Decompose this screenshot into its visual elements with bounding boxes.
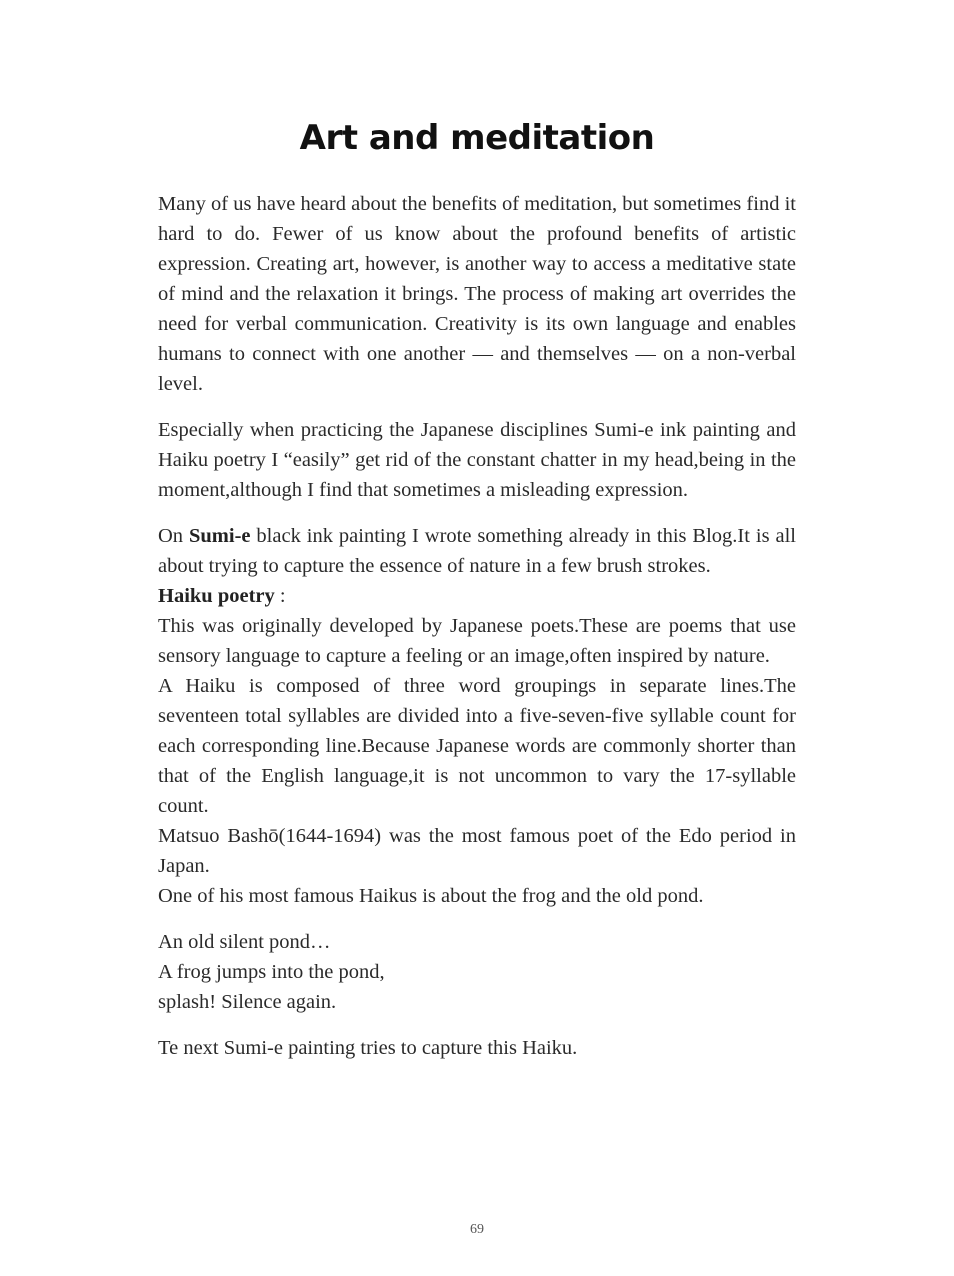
basho-paragraph: Matsuo Bashō(1644-1694) was the most famous poet of the Edo period in Japan. xyxy=(158,825,796,877)
sumi-e-term: Sumi-e xyxy=(189,525,251,547)
haiku-heading-term: Haiku poetry xyxy=(158,585,275,607)
haiku-poem xyxy=(158,927,796,1017)
closing-paragraph: Te next Sumi-e painting tries to capture this Haiku. xyxy=(158,1037,578,1059)
article-body xyxy=(158,189,796,1063)
sumi-e-section xyxy=(158,521,796,911)
haiku-origin-paragraph: This was originally developed by Japanese poets.These are poems that use sensory language to capture a feeling or an image,often inspired by nature. xyxy=(158,615,796,667)
haiku-line-1: An old silent pond… xyxy=(158,931,331,953)
page-number: 69 xyxy=(470,1222,484,1237)
haiku-heading xyxy=(158,581,796,611)
intro-paragraph: Many of us have heard about the benefits of meditation, but sometimes find it hard to do. Fewer of us know about the profound benefits of artistic expression. Creating art, however, is another way to access a meditative state of mind and the relaxation it brings. The process of making art overrides the need for verbal communication. Creativity is its own language and enables humans to connect with one another — and themselves — on a non-verbal level. xyxy=(158,193,796,395)
sumi-e-paragraph xyxy=(158,521,796,581)
sumi-e-prefix: On xyxy=(158,525,189,547)
haiku-heading-colon: : xyxy=(274,585,286,607)
sumi-e-text: black ink painting I wrote something already in this Blog.It is all about trying to capture the essence of nature in a few brush strokes. xyxy=(158,525,796,577)
haiku-line-2: A frog jumps into the pond, xyxy=(158,961,385,983)
haiku-line-3: splash! Silence again. xyxy=(158,991,337,1013)
practice-paragraph: Especially when practicing the Japanese disciplines Sumi-e ink painting and Haiku poetry I “easily” get rid of the constant chatter in my head,being in the moment,although I find that sometimes a misleading expression. xyxy=(158,419,796,501)
haiku-structure-paragraph: A Haiku is composed of three word groupings in separate lines.The seventeen total syllables are divided into a five-seven-five syllable count for each corresponding line.Because Japanese words are commonly shorter than that of the English language,it is not uncommon to vary the 17-syllable count. xyxy=(158,675,796,817)
frog-haiku-intro: One of his most famous Haikus is about the frog and the old pond. xyxy=(158,885,704,907)
page-title: Art and meditation xyxy=(299,118,655,158)
